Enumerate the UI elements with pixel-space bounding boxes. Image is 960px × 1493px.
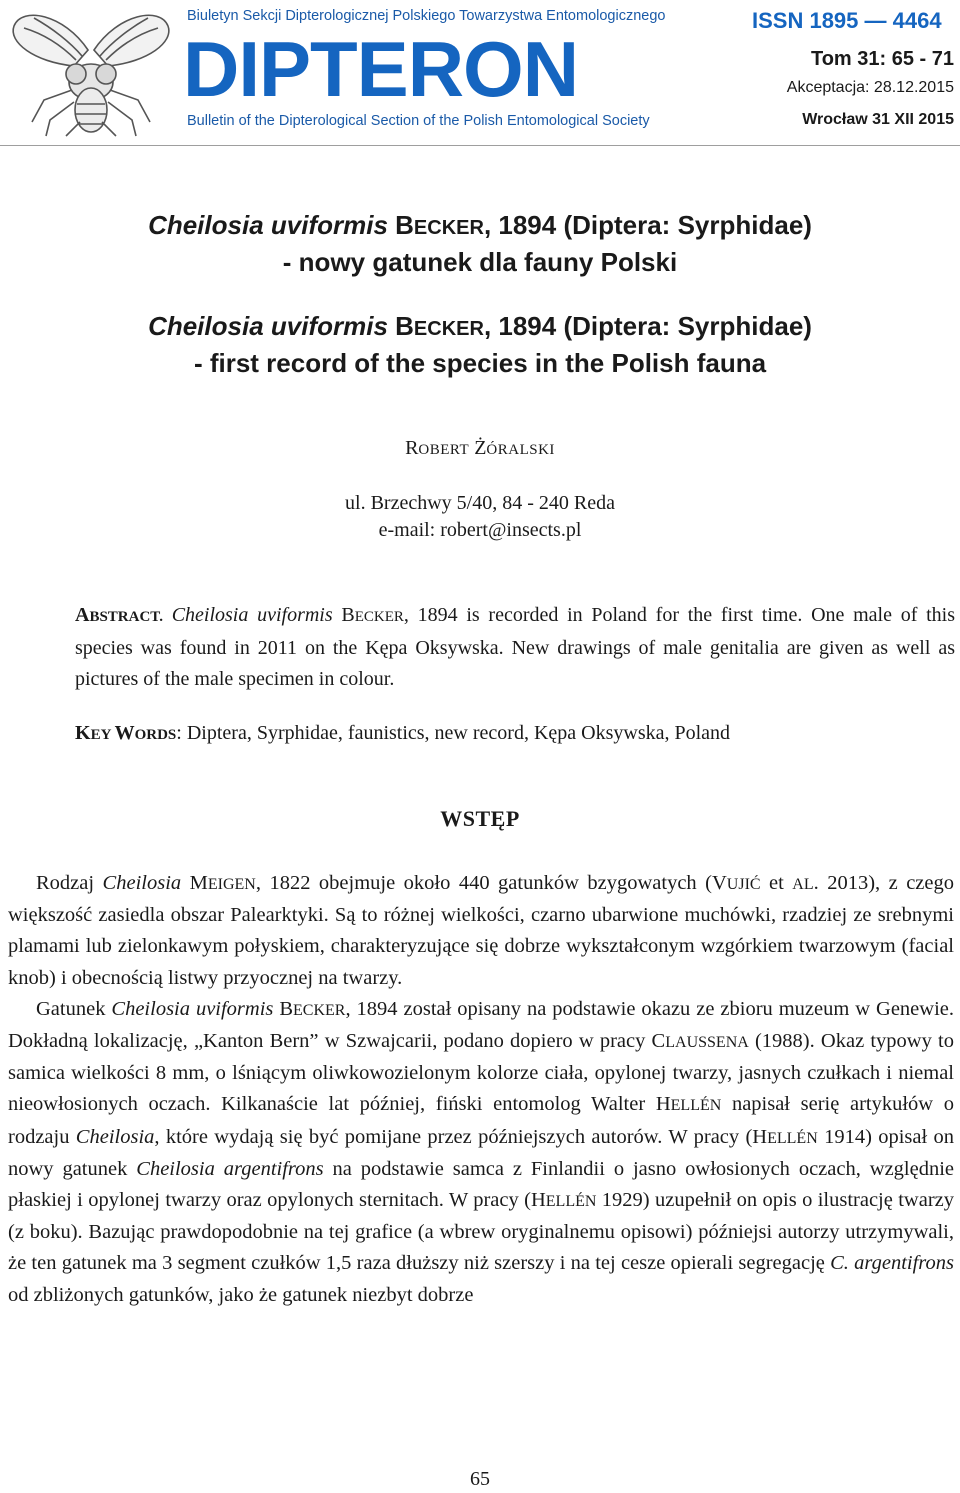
- journal-subtitle-english: Bulletin of the Dipterological Section of the Polish Entomological Society: [187, 113, 650, 129]
- paragraph-2: Gatunek Cheilosia uviformis BECKER, 1894 został opisany na podstawie okazu ze zbioru muzeum w Genewie. Dokładną lokalizację, „Kanton Bern” w Szwajcarii, podano dopiero w pracy CLAUSSENA (1988). Okaz typowy to samica wielkości 8 mm, o lśniącym oliwkowozielonym kolorze ciała, opylonej twarzy, jasnych czułkach i niemal nieowłosionych oczach. Kilkanaście lat później, fiński entomolog Walter HELLÉN napisał serię artykułów o rodzaju Cheilosia, które wydają się być pomijane przez późniejszych autorów. W pracy (HELLÉN 1914) opisał on nowy gatunek Cheilosia argentifrons na podstawie samca z Finlandii o jasno owłosionych oczach, względnie płaskiej i opylonej twarzy oraz opylonych sternitach. W pracy (HELLÉN 1929) uzupełnił on opis o ilustrację twarzy (z boku). Bazując prawdopodobnie na tej grafice (a wbrew oryginalnemu opisowi) późniejsi autorzy utrzymywali, że ten gatunek ma 3 segment czułków 1,5 raza dłuższy niż szerszy i na tej cesze opierali segregację C. argentifrons od zbliżonych gatunków, jako że gatunek niezbyt dobrze: [8, 997, 955, 1306]
- title-rest: , 1894 (Diptera: Syrphidae): [483, 210, 812, 240]
- keywords-label: [75, 722, 176, 744]
- journal-header: [0, 0, 960, 146]
- article-body: [8, 868, 954, 1311]
- title-polish: [40, 208, 920, 279]
- title-author-initial: B: [395, 311, 414, 341]
- author-first-rest: OBERT: [418, 442, 470, 458]
- abstract-species: Cheilosia uviformis: [171, 604, 333, 626]
- abstract-label-rest: BSTRACT.: [89, 609, 163, 625]
- author-address: ul. Brzechwy 5/40, 84 - 240 Reda: [345, 492, 615, 514]
- fly-logo-icon: [4, 4, 178, 140]
- title-author-rest: ECKER: [413, 318, 484, 340]
- title-english: [40, 309, 920, 380]
- publication-place-date: Wrocław 31 XII 2015: [802, 111, 954, 128]
- author-name: [0, 437, 960, 460]
- abstract: [75, 600, 955, 695]
- author-last-initial: Ż: [474, 437, 487, 459]
- header-divider: [0, 145, 960, 146]
- title-author-rest: ECKER: [413, 217, 484, 239]
- author-email: e-mail: robert@insects.pl: [378, 519, 582, 541]
- title-author-initial: B: [395, 210, 414, 240]
- abstract-text: , 1894 is recorded in Poland for the first time. One male of this species was found in 2011 on the Kępa Oksywska. New drawings of male genitalia are given as well as pictures of the male specimen in colour.: [75, 604, 956, 690]
- section-heading: WSTĘP: [440, 806, 520, 831]
- paragraph-1: Rodzaj Cheilosia MEIGEN, 1822 obejmuje około 440 gatunków bzygowatych (VUJIĆ et AL. 2013), z czego większość zasiedla obszar Palearktyki. Są to różnej wielkości, czarno ubarwione muchówki, rzadziej ze srebnymi plamami lub zielonkawym połyskiem, charakteryzujące się dobrze wykształconym wzgórkiem twarzowym (facial knob) i obecnością listwy przyocznej na twarzy.: [8, 872, 955, 989]
- abstract-author-rest: ECKER: [354, 609, 404, 625]
- title-line2: - first record of the species in the Polish fauna: [193, 348, 767, 378]
- keywords-text: Diptera, Syrphidae, faunistics, new record, Kępa Oksywska, Poland: [181, 722, 731, 744]
- abstract-author-initial: B: [341, 604, 355, 626]
- keywords-colon: :: [176, 722, 182, 744]
- author-first-initial: R: [405, 437, 419, 459]
- keywords-ords: ORDS: [134, 727, 177, 743]
- title-species: Cheilosia uviformis: [148, 311, 388, 341]
- author-last-rest: ÓRALSKI: [486, 442, 555, 458]
- acceptance-date: Akceptacja: 28.12.2015: [786, 79, 954, 96]
- journal-subtitle-polish: Biuletyn Sekcji Dipterologicznej Polskiego Towarzystwa Entomologicznego: [187, 8, 666, 24]
- issn: ISSN 1895 — 4464: [752, 8, 942, 33]
- title-species: Cheilosia uviformis: [148, 210, 388, 240]
- keywords-ey: EY: [90, 727, 115, 743]
- abstract-label: [75, 604, 163, 626]
- abstract-label-initial: A: [75, 604, 90, 626]
- keywords: [75, 718, 955, 750]
- volume-pages: Tom 31: 65 - 71: [810, 48, 954, 70]
- journal-name: DIPTERON: [183, 25, 579, 113]
- title-rest: , 1894 (Diptera: Syrphidae): [483, 311, 812, 341]
- keywords-k: K: [75, 722, 91, 744]
- keywords-w: W: [114, 722, 135, 744]
- title-line2: - nowy gatunek dla fauny Polski: [282, 247, 678, 277]
- page-number: 65: [470, 1468, 490, 1490]
